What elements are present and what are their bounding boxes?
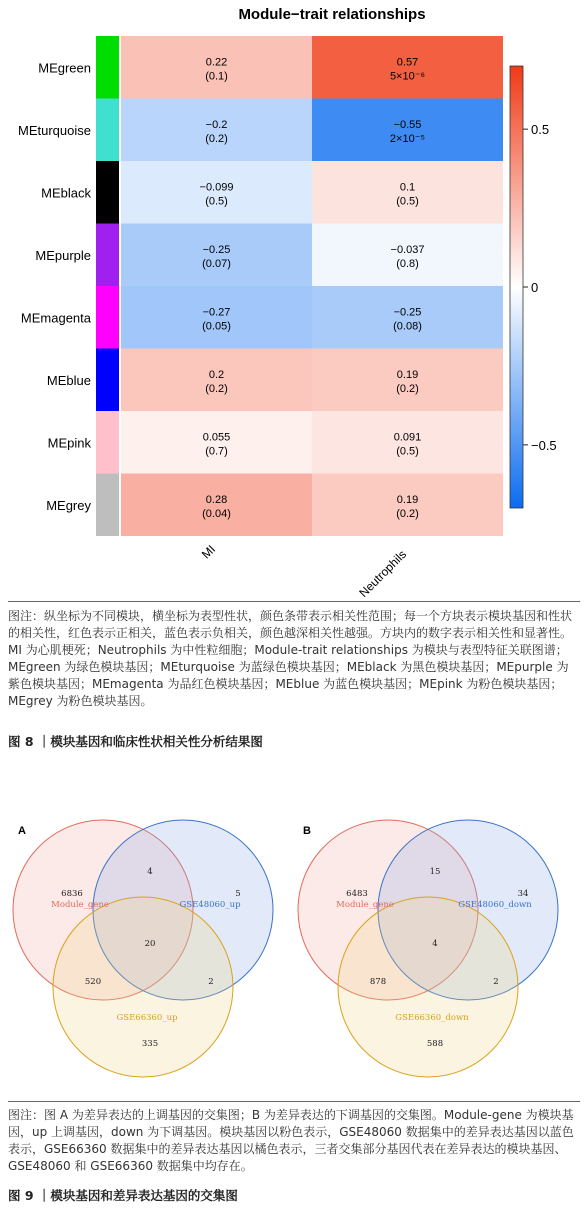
cell-pvalue-label: (0.5) bbox=[396, 195, 419, 208]
cell-correlation-label: −0.55 bbox=[393, 118, 422, 131]
venn-count-gse48060-only: 34 bbox=[517, 889, 529, 899]
venn-set-label-module: Module_gene bbox=[336, 900, 394, 910]
venn-count-module-gse66360: 878 bbox=[369, 977, 387, 987]
venn-count-gse66360-only: 335 bbox=[141, 1039, 159, 1049]
module-color-strip-MEturquoise bbox=[96, 99, 119, 162]
module-color-strips bbox=[96, 36, 119, 536]
venn-set-label-gse66360: GSE66360_up bbox=[116, 1013, 178, 1023]
cell-correlation-label: 0.2 bbox=[208, 368, 225, 381]
venn-count-module-gse66360: 520 bbox=[84, 977, 102, 987]
colorbar bbox=[510, 66, 557, 508]
module-color-strip-MEblue bbox=[96, 349, 119, 412]
row-label-MEblue: MEblue bbox=[46, 372, 91, 388]
column-labels bbox=[199, 542, 409, 600]
figure9-title: 图 9 ｜模块基因和差异表达基因的交集图 bbox=[8, 1188, 238, 1203]
colorbar-tick-label: 0.5 bbox=[531, 122, 550, 138]
venn-set-label-gse48060: GSE48060_up bbox=[179, 900, 241, 910]
cell-correlation-label: 0.57 bbox=[396, 56, 419, 69]
cell-correlation-label: −0.25 bbox=[393, 306, 422, 319]
cell-correlation-label: 0.19 bbox=[396, 493, 419, 506]
module-color-strip-MEblack bbox=[96, 161, 119, 224]
venn-panel-b bbox=[298, 820, 558, 1077]
heatmap-cells bbox=[121, 36, 503, 536]
row-label-MEgrey: MEgrey bbox=[46, 497, 91, 513]
venn-circle-GSE66360_up bbox=[53, 897, 233, 1077]
cell-pvalue-label: (0.5) bbox=[396, 445, 419, 458]
row-label-MEturquoise: MEturquoise bbox=[18, 122, 91, 138]
venn-set-label-module: Module_gene bbox=[51, 900, 109, 910]
cell-correlation-label: 0.28 bbox=[205, 493, 228, 506]
module-color-strip-MEpink bbox=[96, 411, 119, 474]
cell-pvalue-label: (0.5) bbox=[205, 195, 228, 208]
colorbar-tick-label: −0.5 bbox=[531, 437, 557, 453]
cell-correlation-label: −0.25 bbox=[202, 243, 231, 256]
row-label-MEmagenta: MEmagenta bbox=[20, 310, 91, 326]
venn-set-label-gse48060: GSE48060_down bbox=[458, 900, 532, 910]
venn-panel-label: B bbox=[303, 825, 311, 837]
cell-pvalue-label: (0.08) bbox=[393, 320, 422, 333]
row-labels bbox=[18, 60, 92, 513]
venn-panel-label: A bbox=[18, 825, 26, 837]
cell-correlation-label: −0.037 bbox=[390, 243, 425, 256]
venn-count-gse66360-only: 588 bbox=[426, 1039, 444, 1049]
venn-count-all: 4 bbox=[432, 939, 438, 949]
cell-pvalue-label: (0.2) bbox=[396, 382, 419, 395]
row-label-MEblack: MEblack bbox=[41, 185, 91, 201]
cell-pvalue-label: (0.2) bbox=[396, 507, 419, 520]
venn-panel-a bbox=[13, 820, 273, 1077]
venn-count-module-only: 6483 bbox=[346, 889, 368, 899]
figure8-caption: 图注：纵坐标为不同模块，横坐标为表型性状，颜色条带表示相关性范围；每一个方块表示模块基因和性状的相关性，红色表示正相关，蓝色表示负相关，颜色越深相关性越强。方块内的数字表示相关性和显著性。MI 为心肌梗死；Neutrophils 为中性粒细胞；Module-trait relationships 为模块与表型特征关联图谱；MEgreen 为绿色模块基因；MEturquoise 为蓝绿色模块基因；MEblack 为黑色模块基因；MEpurple 为紫色模块基因；MEmagenta 为品红色模块基因；MEblue 为蓝色模块基因；MEpink 为粉色模块基因；MEgrey 为粉色模块基因。 bbox=[8, 609, 573, 708]
caption-divider-2 bbox=[8, 1101, 580, 1102]
column-label-Neutrophils: Neutrophils bbox=[356, 547, 410, 600]
venn-count-module-gse48060: 4 bbox=[147, 867, 153, 877]
module-trait-heatmap bbox=[0, 0, 587, 600]
colorbar-gradient bbox=[510, 66, 523, 508]
module-color-strip-MEpurple bbox=[96, 224, 119, 287]
heatmap-title: Module−trait relationships bbox=[238, 6, 426, 23]
cell-pvalue-label: 2×10⁻⁵ bbox=[389, 132, 426, 145]
cell-pvalue-label: (0.2) bbox=[205, 382, 228, 395]
row-label-MEpurple: MEpurple bbox=[35, 247, 91, 263]
venn-count-all: 20 bbox=[144, 939, 156, 949]
cell-correlation-label: 0.055 bbox=[202, 431, 231, 444]
module-color-strip-MEmagenta bbox=[96, 286, 119, 349]
cell-correlation-label: 0.1 bbox=[399, 181, 416, 194]
figure8-title: 图 8 ｜模块基因和临床性状相关性分析结果图 bbox=[8, 734, 263, 749]
cell-correlation-label: 0.19 bbox=[396, 368, 419, 381]
row-label-MEgreen: MEgreen bbox=[38, 60, 91, 76]
venn-circle-GSE66360_down bbox=[338, 897, 518, 1077]
figure9-caption: 图注：图 A 为差异表达的上调基因的交集图；B 为差异表达的下调基因的交集图。Module-gene 为模块基因，up 上调基因，down 为下调基因。模块基因以粉色表示，GSE48060 数据集中的差异表达基因以蓝色表示，GSE66360 数据集中的差异表达基因以橘色表示，三者交集部分基因代表在差异表达的模块基因、GSE48060 和 GSE66360 数据集中均存在。 bbox=[8, 1108, 574, 1173]
cell-pvalue-label: (0.7) bbox=[205, 445, 228, 458]
venn-diagrams bbox=[0, 810, 587, 1085]
cell-pvalue-label: (0.07) bbox=[202, 257, 231, 270]
cell-pvalue-label: (0.8) bbox=[396, 257, 419, 270]
venn-count-gse48060-gse66360: 2 bbox=[493, 977, 499, 987]
venn-count-module-gse48060: 15 bbox=[429, 867, 441, 877]
venn-count-module-only: 6836 bbox=[61, 889, 83, 899]
cell-correlation-label: −0.2 bbox=[205, 118, 228, 131]
column-label-MI: MI bbox=[198, 542, 219, 562]
venn-count-gse48060-gse66360: 2 bbox=[208, 977, 214, 987]
module-color-strip-MEgrey bbox=[96, 474, 119, 537]
cell-pvalue-label: 5×10⁻⁶ bbox=[389, 70, 426, 83]
cell-pvalue-label: (0.1) bbox=[205, 70, 228, 83]
venn-set-label-gse66360: GSE66360_down bbox=[395, 1013, 469, 1023]
venn-count-gse48060-only: 5 bbox=[235, 889, 241, 899]
cell-pvalue-label: (0.04) bbox=[202, 507, 231, 520]
colorbar-tick-label: 0 bbox=[531, 280, 539, 295]
cell-pvalue-label: (0.05) bbox=[202, 320, 231, 333]
cell-correlation-label: −0.099 bbox=[199, 181, 234, 194]
caption-divider bbox=[8, 601, 580, 602]
cell-correlation-label: 0.091 bbox=[393, 431, 422, 444]
module-color-strip-MEgreen bbox=[96, 36, 119, 99]
cell-correlation-label: −0.27 bbox=[202, 306, 231, 319]
cell-pvalue-label: (0.2) bbox=[205, 132, 228, 145]
row-label-MEpink: MEpink bbox=[47, 435, 91, 451]
cell-correlation-label: 0.22 bbox=[205, 56, 228, 69]
